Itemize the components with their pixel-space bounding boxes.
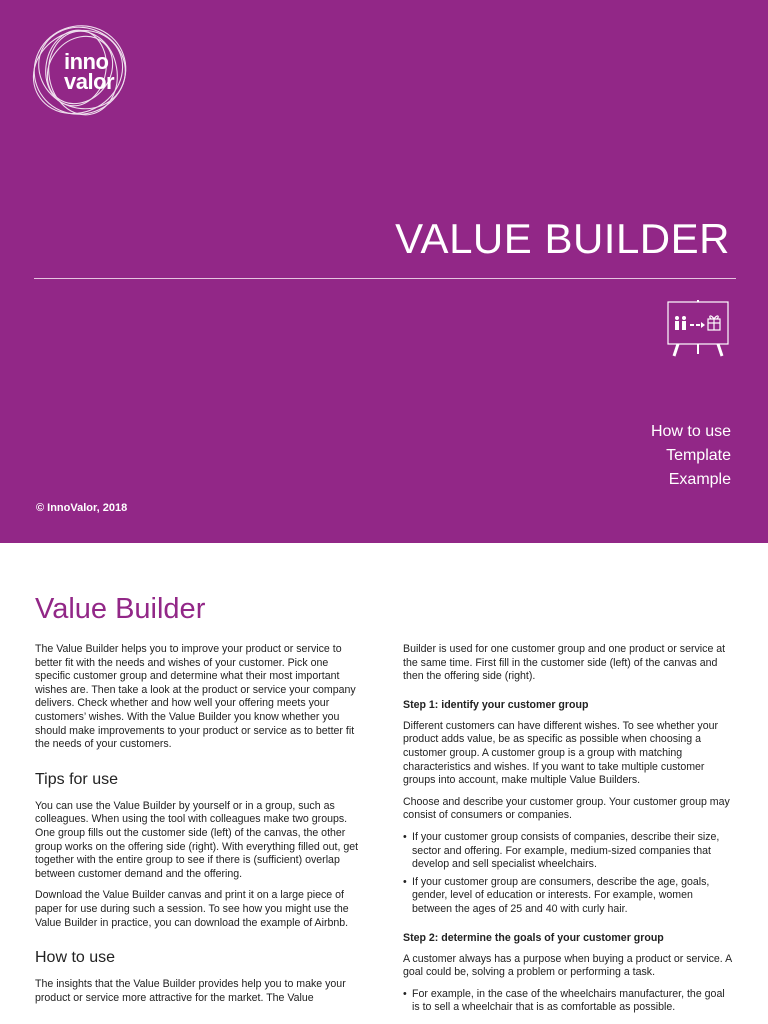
easel-people-gift-icon (662, 300, 732, 358)
link-example[interactable]: Example (668, 471, 731, 488)
link-template[interactable]: Template (666, 447, 731, 464)
step1-paragraph-2: Choose and describe your customer group. Your customer group may consist of consumers or companies. (403, 795, 730, 822)
step1-heading: Step 1: identify your customer group (403, 698, 589, 711)
list-item: • If your customer group consists of companies, describe their size, sector and offering. For example, medium-sized companies that develop and sell specialist wheelchairs. (403, 831, 733, 872)
copyright: © InnoValor, 2018 (36, 502, 128, 514)
content-page (0, 543, 768, 1024)
cover-links (651, 420, 731, 492)
step1-paragraph-1: Different customers can have different wishes. To see whether your product adds value, be as specific as possible when choosing a customer group. A customer group is a group with matching characteristics and wishes. If you want to take multiple customer groups into account, make multiple Value Builders. (403, 719, 719, 787)
step1-list (403, 831, 733, 917)
list-item: • If your customer group are consumers, describe the age, goals, gender, level of education or interests. For example, women between the ages of 25 and 40 with curly hair. (403, 876, 733, 917)
step2-heading: Step 2: determine the goals of your customer group (403, 931, 664, 944)
tips-heading: Tips for use (35, 770, 118, 788)
cover-divider (34, 278, 736, 279)
column-left (35, 643, 365, 1013)
innovalor-logo (28, 18, 140, 122)
cover-title: VALUE BUILDER (395, 215, 730, 262)
tips-paragraph-1: You can use the Value Builder by yourself or in a group, such as colleagues. When using the tool with colleagues make two groups. One group fills out the customer side (left) of the canvas, the other group works on the offering side (right). With everything filled out, get together with the entire group to see if there is (sufficient) overlap between customer demand and the offering. (35, 799, 359, 880)
logo-line-2: valor (64, 69, 115, 94)
builder-paragraph: Builder is used for one customer group and one product or service at the same time. First fill in the customer side (left) of the canvas and then the offering side (right). (403, 643, 726, 683)
logo-wordmark (64, 49, 115, 94)
tips-paragraph-2: Download the Value Builder canvas and print it on a large piece of paper for use during such a session. To see how you might use the Value Builder in practice, you can download the example of Airbnb. (35, 889, 349, 929)
intro-paragraph: The Value Builder helps you to improve your product or service to better fit with the needs and wishes of your customer. Pick one specific customer group and determine what their most important wishes are. Then take a look at the product or service your company delivers. Check whether and how well your offering meets your customers’ wishes. With the Value Builder you know whether you should make improvements to your product or service as to better fit the needs of your customers. (35, 643, 356, 751)
link-how-to-use[interactable]: How to use (650, 423, 731, 440)
howto-paragraph-1: The insights that the Value Builder provides help you to make your product or service more attractive for the market. The Value (35, 978, 346, 1004)
column-right (403, 643, 733, 1021)
list-item: • For example, in the case of the wheelchairs manufacturer, the goal is to sell a wheelchair that is as comfortable as possible. (403, 988, 733, 1015)
step2-list (403, 988, 733, 1015)
step2-paragraph-1: A customer always has a purpose when buying a product or service. A goal could be, solving a problem or performing a task. (403, 952, 732, 979)
howto-heading: How to use (35, 949, 116, 967)
logo-line-1: inno (64, 49, 109, 74)
page-title: Value Builder (35, 593, 206, 625)
